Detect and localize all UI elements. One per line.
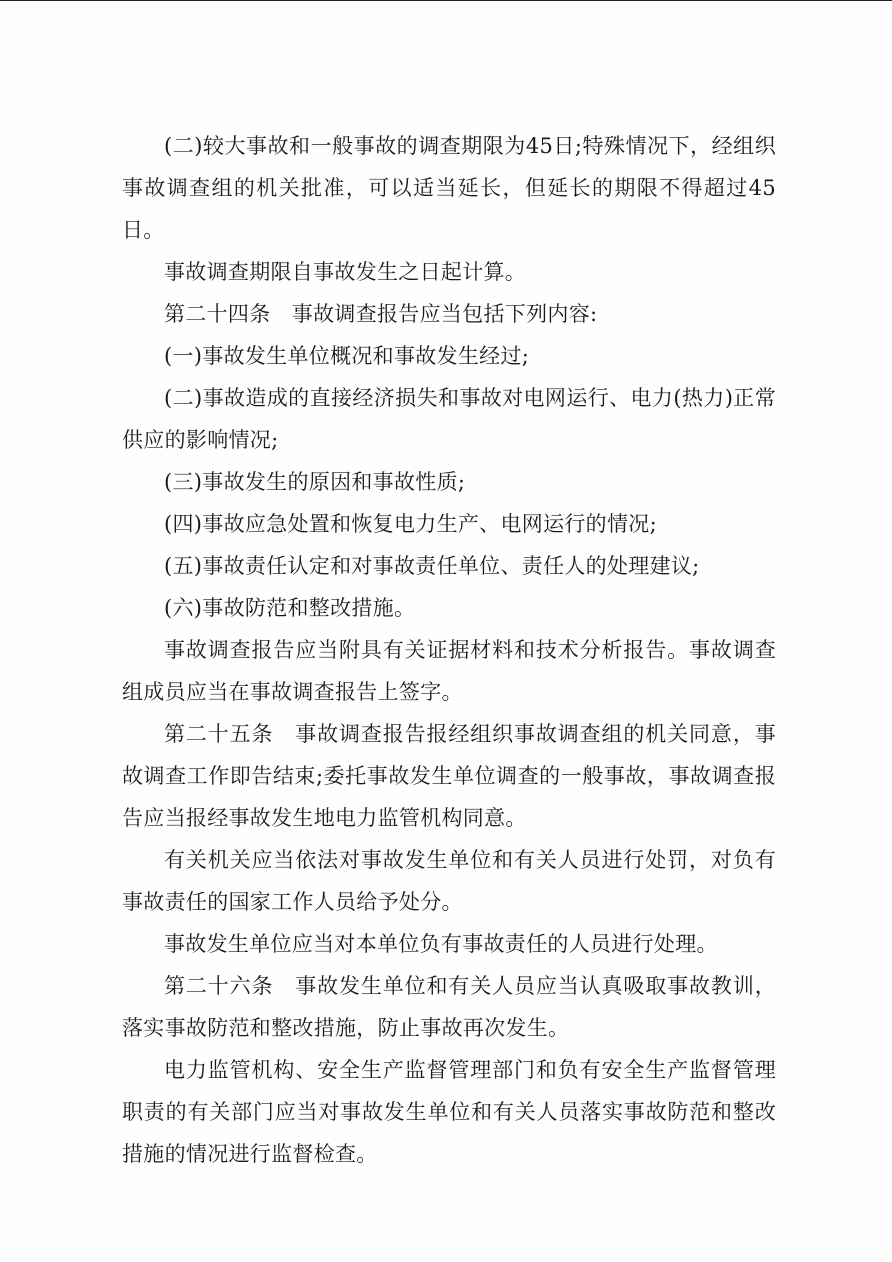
paragraph-item-4: (四)事故应急处置和恢复电力生产、电网运行的情况; — [164, 512, 657, 536]
document-body — [122, 125, 776, 1175]
paragraph-article-25: 第二十五条 事故调查报告报经组织事故调查组的机关同意，事故调查工作即告结束;委托事故发生单位调查的一般事故，事故调查报告应当报经事故发生地电力监管机构同意。 — [122, 722, 776, 830]
paragraph-penalties: 有关机关应当依法对事故发生单位和有关人员进行处罚，对负有事故责任的国家工作人员给予处分。 — [122, 848, 776, 914]
paragraph-item-2: (二)事故造成的直接经济损失和事故对电网运行、电力(热力)正常供应的影响情况; — [122, 386, 776, 452]
paragraph-internal-handling: 事故发生单位应当对本单位负有事故责任的人员进行处理。 — [164, 932, 718, 956]
paragraph-article-26: 第二十六条 事故发生单位和有关人员应当认真吸取事故教训，落实事故防范和整改措施，防止事故再次发生。 — [122, 974, 776, 1040]
paragraph-item-1: (一)事故发生单位概况和事故发生经过; — [164, 344, 530, 368]
paragraph-item-6: (六)事故防范和整改措施。 — [164, 596, 416, 620]
paragraph-item-5: (五)事故责任认定和对事故责任单位、责任人的处理建议; — [164, 554, 700, 578]
paragraph-period-start: 事故调查期限自事故发生之日起计算。 — [164, 260, 527, 284]
paragraph-article-24: 第二十四条 事故调查报告应当包括下列内容: — [164, 302, 598, 326]
paragraph-report-attachments: 事故调查报告应当附具有关证据材料和技术分析报告。事故调查组成员应当在事故调查报告上签字。 — [122, 638, 776, 704]
paragraph-item-3: (三)事故发生的原因和事故性质; — [164, 470, 466, 494]
paragraph-investigation-period: (二)较大事故和一般事故的调查期限为45日;特殊情况下，经组织事故调查组的机关批准，可以适当延长，但延长的期限不得超过45日。 — [122, 134, 776, 242]
paragraph-supervision: 电力监管机构、安全生产监督管理部门和负有安全生产监督管理职责的有关部门应当对事故发生单位和有关人员落实事故防范和整改措施的情况进行监督检查。 — [122, 1058, 776, 1166]
